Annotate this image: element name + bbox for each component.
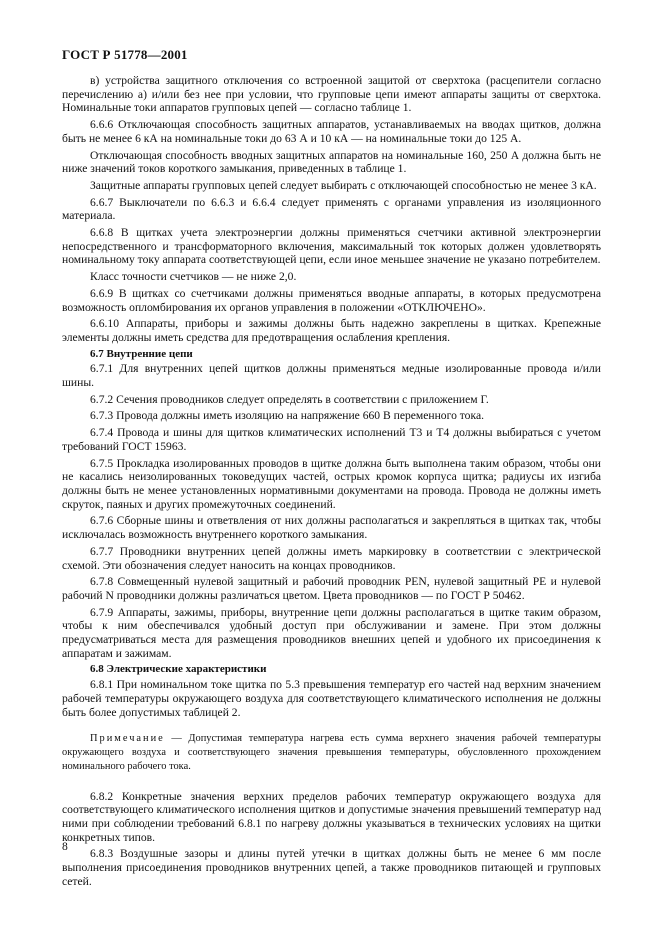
document-body [62,74,601,892]
paragraph-6-7-4: 6.7.4 Провода и шины для щитков климатических исполнений Т3 и Т4 должны выбираться с учетом требований ГОСТ 15963. [62,426,601,453]
paragraph-6-7-5: 6.7.5 Прокладка изолированных проводов в щитке должна быть выполнена таким образом, чтобы они не касались неизолированных токоведущих частей, острых кромок корпуса щитка; радиусы их изгиба должны быть не менее установленных нормативными документами на провода. Провода не должны иметь скруток, паяных и других промежуточных соединений. [62,456,601,511]
paragraph-6-6-9: 6.6.9 В щитках со счетчиками должны применяться вводные аппараты, в которых предусмотрена возможность опломбирования их органов управления в положении «ОТКЛЮЧЕНО». [62,286,601,314]
paragraph-6-7-6: 6.7.6 Сборные шины и ответвления от них должны располагаться и закрепляться в щитках так, чтобы исключалась возможность внутреннего короткого замыкания. [62,514,601,542]
paragraph-6-7-8: 6.7.8 Совмещенный нулевой защитный и рабочий проводник PEN, нулевой защитный РЕ и нулевой рабочий N проводники должны различаться цветом. Цвета проводников — по ГОСТ Р 50462. [62,575,601,602]
note-label: Примечание [90,733,165,745]
paragraph: Класс точности счетчиков — не ниже 2,0. [90,270,297,284]
paragraph: в) устройства защитного отключения со встроенной защитой от сверхтока (расцепители согласно перечислению а) и/или без нее при условии, что групповые цепи имеют аппараты защиты от сверхтока. Номинальные токи аппаратов групповых цепей — согласно таблице 1. [62,74,601,115]
paragraph-6-7-1: 6.7.1 Для внутренних цепей щитков должны применяться медные изолированные провода и/или шины. [62,362,601,390]
paragraph-6-8-3: 6.8.3 Воздушные зазоры и длины путей утечки в щитках должны быть не менее 6 мм после выполнения присоединения проводников внутренних цепей, а также проводников питающей и групповых сетей. [62,847,601,888]
page-number: 8 [62,840,68,853]
paragraph-6-7-9: 6.7.9 Аппараты, зажимы, приборы, внутренние цепи должны располагаться в щитке таким образом, чтобы к ним обеспечивался удобный доступ при обслуживании и замене. При этом должны предусматриваться места для размещения проводников внешних цепей и удобного их присоединения к аппаратам и зажимам. [62,605,601,660]
paragraph: Отключающая способность вводных защитных аппаратов на номинальные 160, 250 А должна быть не ниже значений токов короткого замыкания, приведенных в таблице 1. [62,148,601,176]
note-text: — Допустимая температура нагрева есть сумма верхнего значения рабочей температуры окружающего воздуха и соответствующего значения превышения температуры, обусловленного прохождением номинального рабочего тока. [62,733,601,772]
paragraph-6-7-7: 6.7.7 Проводники внутренних цепей должны иметь маркировку в соответствии с электрической схемой. Эти обозначения следует наносить на концах проводников. [62,544,601,572]
section-heading-6-8: 6.8 Электрические характеристики [90,663,267,676]
paragraph-6-8-2: 6.8.2 Конкретные значения верхних пределов рабочих температур окружающего воздуха для соответствующего климатического исполнения щитков и допустимые значения превышений температур над ними при соблюдении требований 6.8.1 по нагреву должны указываться в технических условиях на щитки конкретных типов. [62,789,601,844]
paragraph-6-6-6: 6.6.6 Отключающая способность защитных аппаратов, устанавливаемых на вводах щитков, должна быть не менее 6 кА на номинальные токи до 63 А и 10 кА — на номинальные токи до 125 А. [62,118,601,145]
paragraph-6-7-2: 6.7.2 Сечения проводников следует определять в соответствии с приложением Г. [90,392,489,406]
note [62,732,601,773]
paragraph-6-7-3: 6.7.3 Провода должны иметь изоляцию на напряжение 660 В переменного тока. [90,409,484,423]
paragraph-6-6-8: 6.6.8 В щитках учета электроэнергии должны применяться счетчики активной электроэнергии непосредственного и трансформаторного включения, максимальный ток которых должен удовлетворять номинальному току аппарата соответствующей цепи, если иное меньшее значение не указано потребителем. [62,226,601,267]
paragraph-6-8-1: 6.8.1 При номинальном токе щитка по 5.3 превышения температур его частей над верхним значением рабочей температуры окружающего воздуха для соответствующего климатического исполнения не должны быть более допустимых таблицей 2. [62,678,601,719]
paragraph-6-6-7: 6.6.7 Выключатели по 6.6.3 и 6.6.4 следует применять с органами управления из изоляционного материала. [62,195,601,223]
paragraph-6-6-10: 6.6.10 Аппараты, приборы и зажимы должны быть надежно закреплены в щитках. Крепежные элементы должны иметь средства для предотвращения ослабления крепления. [62,317,601,344]
section-heading-6-7: 6.7 Внутренние цепи [90,347,193,360]
document-header: ГОСТ Р 51778—2001 [62,47,188,62]
paragraph: Защитные аппараты групповых цепей следует выбирать с отключающей способностью не менее 3 кА. [90,178,597,192]
